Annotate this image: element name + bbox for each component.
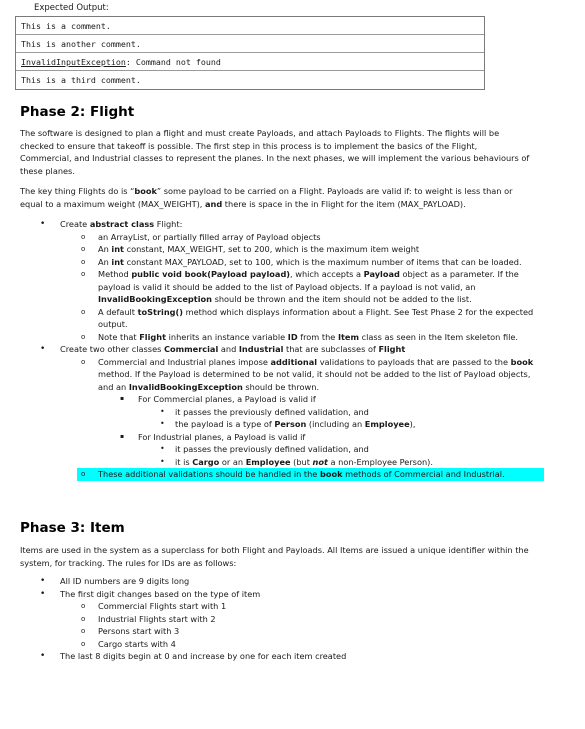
code-line: This is another comment. [16,35,484,53]
list-item: • Create abstract class Flight: [40,219,183,229]
list-item: • All ID numbers are 9 digits long [40,576,190,586]
list-item: • Create two other classes Commercial and Industrial that are subclasses of Flight [40,344,406,354]
phase3-paragraph-1: Items are used in the system as a superclass for both Flight and Payloads. All Items are issued a unique identifier within the system, for tracking. The rules for IDs are as follows: [20,545,529,568]
list-item: o Commercial and Industrial planes impose additional validations to payloads that are passed to the book method. If the Payload is determined to be not valid, it should not be added to the list of Payload objects, and an InvalidBookingException should be thrown. [81,356,534,392]
phase2-list [20,218,540,481]
phase3-list [20,575,540,663]
phase2-paragraph-2: The key thing Flights do is “book” some payload to be carried on a Flight. Payloads are valid if: to weight is less than or equal to a maximum weight (MAX_WEIGHT), and there is space in the in Flight for the item (MAX_PAYLOAD). [20,186,513,209]
exception-name: InvalidInputException [21,57,126,67]
expected-output-box [15,16,485,90]
list-item: • it is Cargo or an Employee (but not a non-Employee Person). [160,456,433,467]
code-line: This is a comment. [16,17,484,35]
list-item: • it passes the previously defined validation, and [160,406,369,417]
phase2-paragraph-1: The software is designed to plan a flight and must create Payloads, and attach Payloads to Flights. The flights will be checked to ensure that takeoff is possible. The first step in this process is to implement the basics of the Flight, Commercial, and Industrial classes to represent the planes. In the next phases, we will implement the various behaviours of these planes. [20,128,530,176]
phase2-heading: Phase 2: Flight [20,104,135,120]
list-item: • The last 8 digits begin at 0 and increase by one for each item created [40,651,347,661]
phase3-heading: Phase 3: Item [20,520,125,536]
list-item: ▪ For Industrial planes, a Payload is valid if [120,431,306,442]
list-item: • it passes the previously defined validation, and [160,444,369,454]
list-item: o An int constant MAX_PAYLOAD, set to 100, which is the maximum number of items that can be loaded. [81,256,522,267]
code-line: This is a third comment. [21,75,141,85]
list-item: ▪ For Commercial planes, a Payload is valid if [120,394,316,404]
list-item: o Cargo starts with 4 [81,638,176,649]
list-item: o Commercial Flights start with 1 [81,601,227,611]
expected-output-label: Expected Output: [34,3,109,13]
list-item: o Note that Flight inherits an instance variable ID from the Item class as seen in the Item skeleton file. [81,331,519,342]
code-line: InvalidInputException: Command not found [16,53,484,71]
list-item: o Industrial Flights start with 2 [81,613,216,624]
list-item: o Method public void book(Payload payload), which accepts a Payload object as a parameter. If the payload is valid it should be added to the list of Payload objects. If a payload is not valid, an InvalidBookingException should be thrown and the item should not be added to the list. [81,269,519,304]
list-item: o an ArrayList, or partially filled array of Payload objects [81,231,321,242]
list-item: o Persons start with 3 [81,626,180,636]
list-item: o An int constant, MAX_WEIGHT, set to 200, which is the maximum item weight [81,244,420,254]
list-item: • the payload is a type of Person (including an Employee), [160,419,416,429]
list-item: o A default toString() method which displays information about a Flight. See Test Phase 2 for the expected output. [81,306,534,329]
list-item: • The first digit changes based on the type of item [40,588,261,599]
list-item-highlighted: o These additional validations should be handled in the book methods of Commercial and Industrial. [20,468,540,481]
